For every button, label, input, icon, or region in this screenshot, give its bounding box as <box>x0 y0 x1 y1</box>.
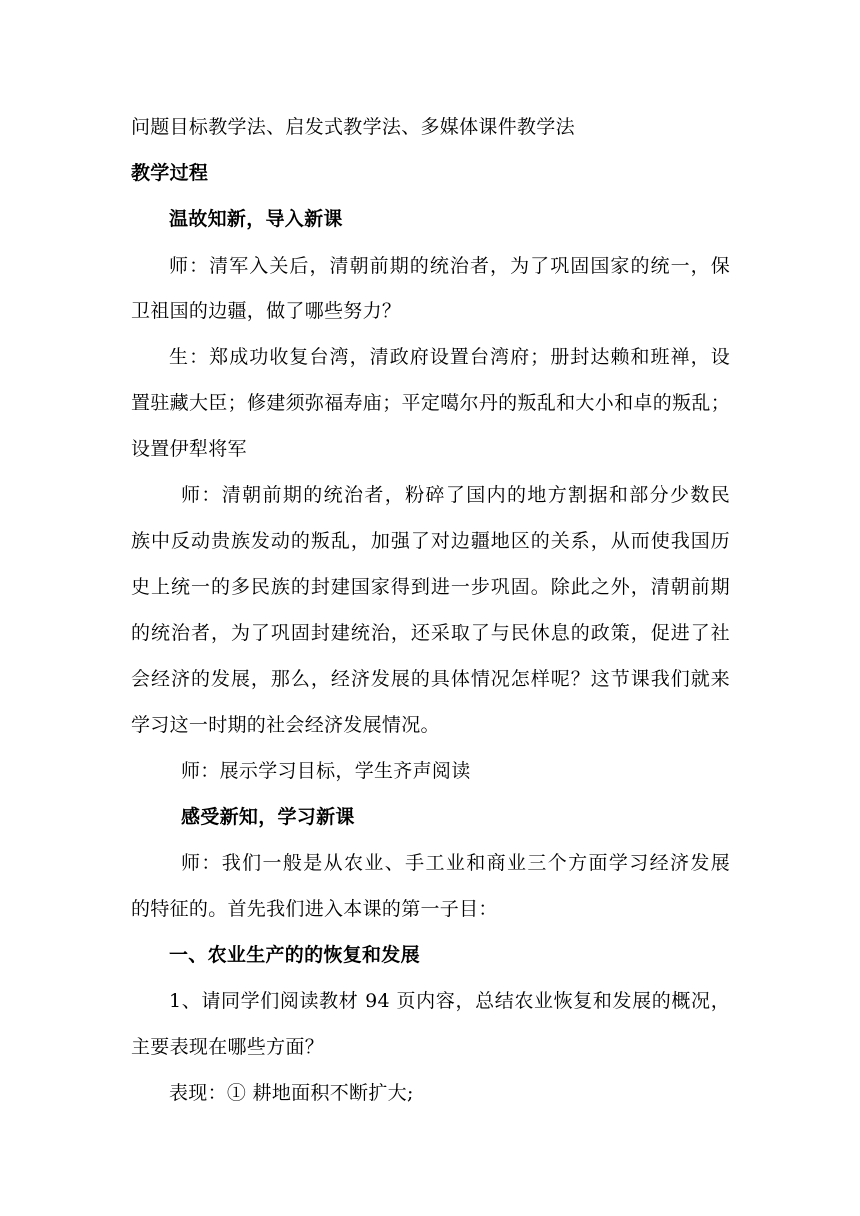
teacher-summary-line-4: 的统治者，为了巩固封建统治，还采取了与民休息的政策，促进了社 <box>131 622 730 644</box>
teacher-summary-line-5: 会经济的发展，那么，经济发展的具体情况怎样呢？这节课我们就来 <box>131 668 730 690</box>
teacher-summary-line-2: 族中反动贵族发动的叛乱，加强了对边疆地区的关系，从而使我国历 <box>131 530 730 552</box>
section-new-lesson-heading: 感受新知，学习新课 <box>181 806 355 828</box>
teacher-question-line-2: 卫祖国的边疆，做了哪些努力？ <box>131 300 402 322</box>
teacher-intro-line-1: 师：我们一般是从农业、手工业和商业三个方面学习经济发展 <box>181 852 730 874</box>
teacher-summary-line-1: 师：清朝前期的统治者，粉碎了国内的地方割据和部分少数民 <box>181 484 730 506</box>
teaching-process-heading: 教学过程 <box>131 162 209 184</box>
question-1-line-1: 1、请同学们阅读教材 94 页内容，总结农业恢复和发展的概况， <box>169 990 730 1012</box>
teacher-question-line-1: 师：清军入关后，清朝前期的统治者，为了巩固国家的统一，保 <box>169 255 730 277</box>
teacher-summary-line-6: 学习这一时期的社会经济发展情况。 <box>131 714 440 736</box>
question-1-line-2: 主要表现在哪些方面？ <box>131 1036 325 1058</box>
teaching-methods-line: 问题目标教学法、启发式教学法、多媒体课件教学法 <box>131 116 575 138</box>
teacher-goal-line: 师：展示学习目标，学生齐声阅读 <box>181 760 471 782</box>
section-review-heading: 温故知新，导入新课 <box>169 208 343 230</box>
student-answer-line-2: 置驻藏大臣；修建须弥福寿庙；平定噶尔丹的叛乱和大小和卓的叛乱； <box>131 392 730 414</box>
teacher-intro-line-2: 的特征的。首先我们进入本课的第一子目： <box>131 898 498 920</box>
teacher-summary-line-3: 史上统一的多民族的封建国家得到进一步巩固。除此之外，清朝前期 <box>131 576 730 598</box>
student-answer-line-3: 设置伊犁将军 <box>131 438 247 460</box>
answer-1-item-1: 表现：① 耕地面积不断扩大; <box>169 1082 414 1104</box>
subsection-agriculture-heading: 一、农业生产的的恢复和发展 <box>169 944 420 966</box>
student-answer-line-1: 生：郑成功收复台湾，清政府设置台湾府；册封达赖和班禅，设 <box>169 346 730 368</box>
